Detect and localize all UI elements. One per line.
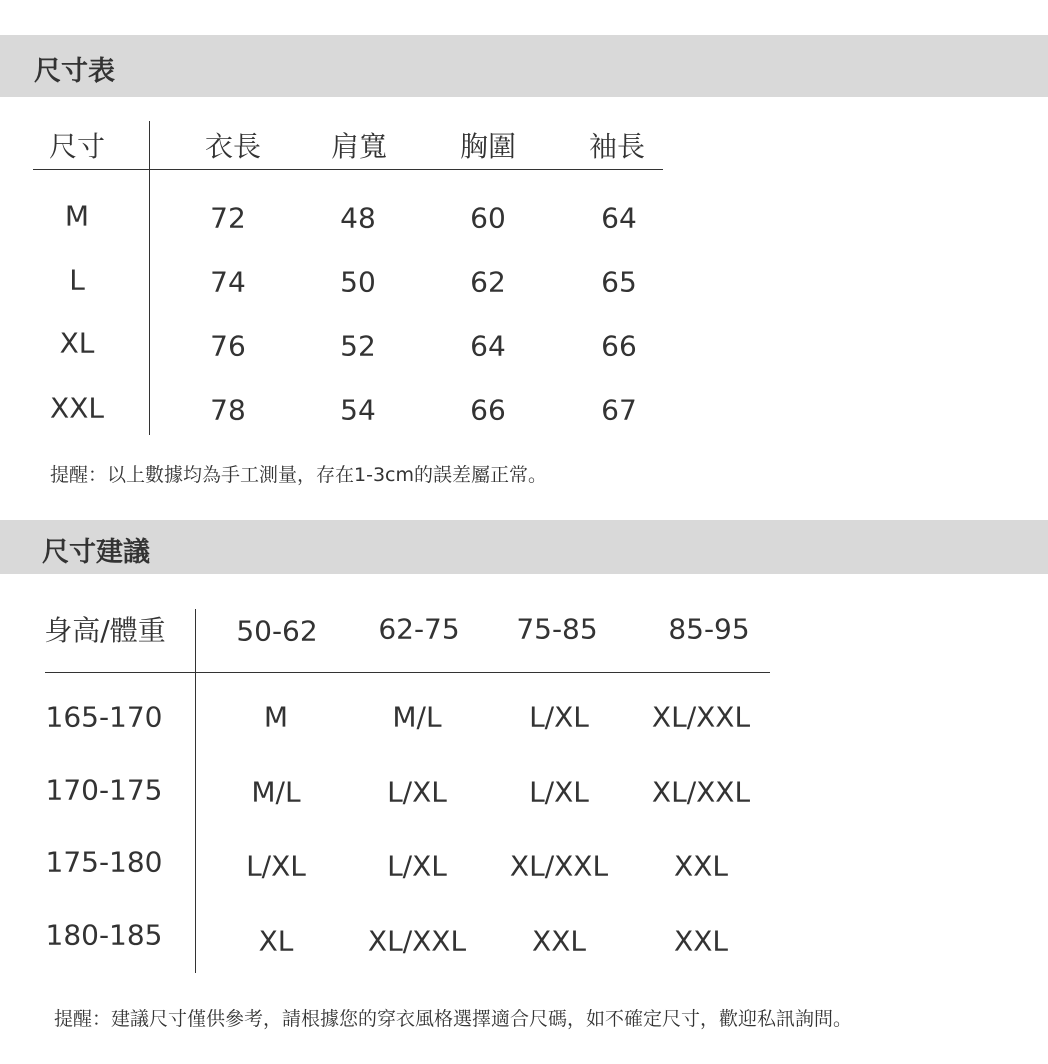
size-suggestion-cell: XXL: [674, 849, 728, 883]
size-suggestion-header-cell: 62-75: [378, 612, 460, 646]
size-chart-cell: 54: [340, 393, 376, 427]
size-chart-cell: 74: [210, 265, 246, 299]
size-suggestion-header-cell: 身高/體重: [44, 614, 166, 647]
size-suggestion-cell: 175-180: [45, 845, 163, 879]
size-chart-cell: 66: [470, 393, 506, 427]
size-chart-cell: 50: [340, 265, 376, 299]
size-chart-cell: 66: [601, 329, 637, 363]
size-chart-cell: M: [64, 199, 90, 233]
size-chart-column-divider: [149, 121, 150, 435]
size-chart-cell: XL: [59, 326, 95, 360]
size-suggestion-cell: M/L: [392, 700, 442, 734]
size-suggestion-column-divider: [195, 609, 196, 973]
size-chart-divider: [33, 169, 663, 170]
size-chart-cell: XXL: [50, 391, 104, 425]
size-chart-cell: 62: [470, 265, 506, 299]
size-chart-cell: 72: [210, 201, 246, 235]
size-chart-cell: 78: [210, 393, 246, 427]
size-chart-header-cell: 袖長: [588, 130, 646, 163]
size-suggestion-header-cell: 75-85: [516, 612, 598, 646]
size-suggestion-cell: XL/XXL: [367, 924, 467, 958]
size-suggestion-cell: XL/XXL: [509, 849, 609, 883]
size-suggestion-cell: L/XL: [387, 775, 447, 809]
size-suggestion-title: 尺寸建議: [42, 537, 150, 568]
size-suggestion-cell: XXL: [532, 924, 586, 958]
size-chart-header: [0, 35, 1048, 97]
size-suggestion-header: [0, 520, 1048, 574]
size-chart-note: 提醒：以上數據均為手工測量，存在1-3cm的誤差屬正常。: [50, 464, 547, 486]
size-chart-cell: 67: [601, 393, 637, 427]
size-chart-cell: 65: [601, 265, 637, 299]
size-suggestion-note: 提醒：建議尺寸僅供參考，請根據您的穿衣風格選擇適合尺碼，如不確定尺寸，歡迎私訊詢問。: [54, 1008, 853, 1030]
size-chart-header-cell: 衣長: [204, 130, 262, 163]
size-suggestion-cell: L/XL: [529, 775, 589, 809]
size-chart-cell: 60: [470, 201, 506, 235]
size-suggestion-header-cell: 50-62: [236, 614, 318, 648]
size-suggestion-cell: 165-170: [45, 700, 163, 734]
size-chart-header-cell: 胸圍: [459, 130, 517, 163]
size-suggestion-header-cell: 85-95: [668, 612, 750, 646]
size-chart-header-cell: 尺寸: [48, 130, 106, 163]
size-chart-cell: 48: [340, 201, 376, 235]
size-suggestion-cell: L/XL: [529, 700, 589, 734]
size-suggestion-cell: XXL: [674, 924, 728, 958]
size-chart-cell: 64: [601, 201, 637, 235]
size-chart-cell: 64: [470, 329, 506, 363]
size-suggestion-cell: XL/XXL: [651, 775, 751, 809]
size-chart-cell: 52: [340, 329, 376, 363]
size-suggestion-divider: [45, 672, 770, 673]
size-suggestion-cell: 180-185: [45, 918, 163, 952]
size-chart-cell: L: [69, 263, 85, 297]
size-suggestion-cell: XL: [258, 924, 294, 958]
size-chart-title: 尺寸表: [34, 56, 115, 87]
size-suggestion-cell: 170-175: [45, 773, 163, 807]
size-suggestion-cell: XL/XXL: [651, 700, 751, 734]
size-suggestion-cell: M: [263, 700, 289, 734]
size-chart-cell: 76: [210, 329, 246, 363]
size-suggestion-cell: L/XL: [387, 849, 447, 883]
size-suggestion-cell: M/L: [251, 775, 301, 809]
size-chart-header-cell: 肩寬: [330, 130, 388, 163]
size-suggestion-cell: L/XL: [246, 849, 306, 883]
